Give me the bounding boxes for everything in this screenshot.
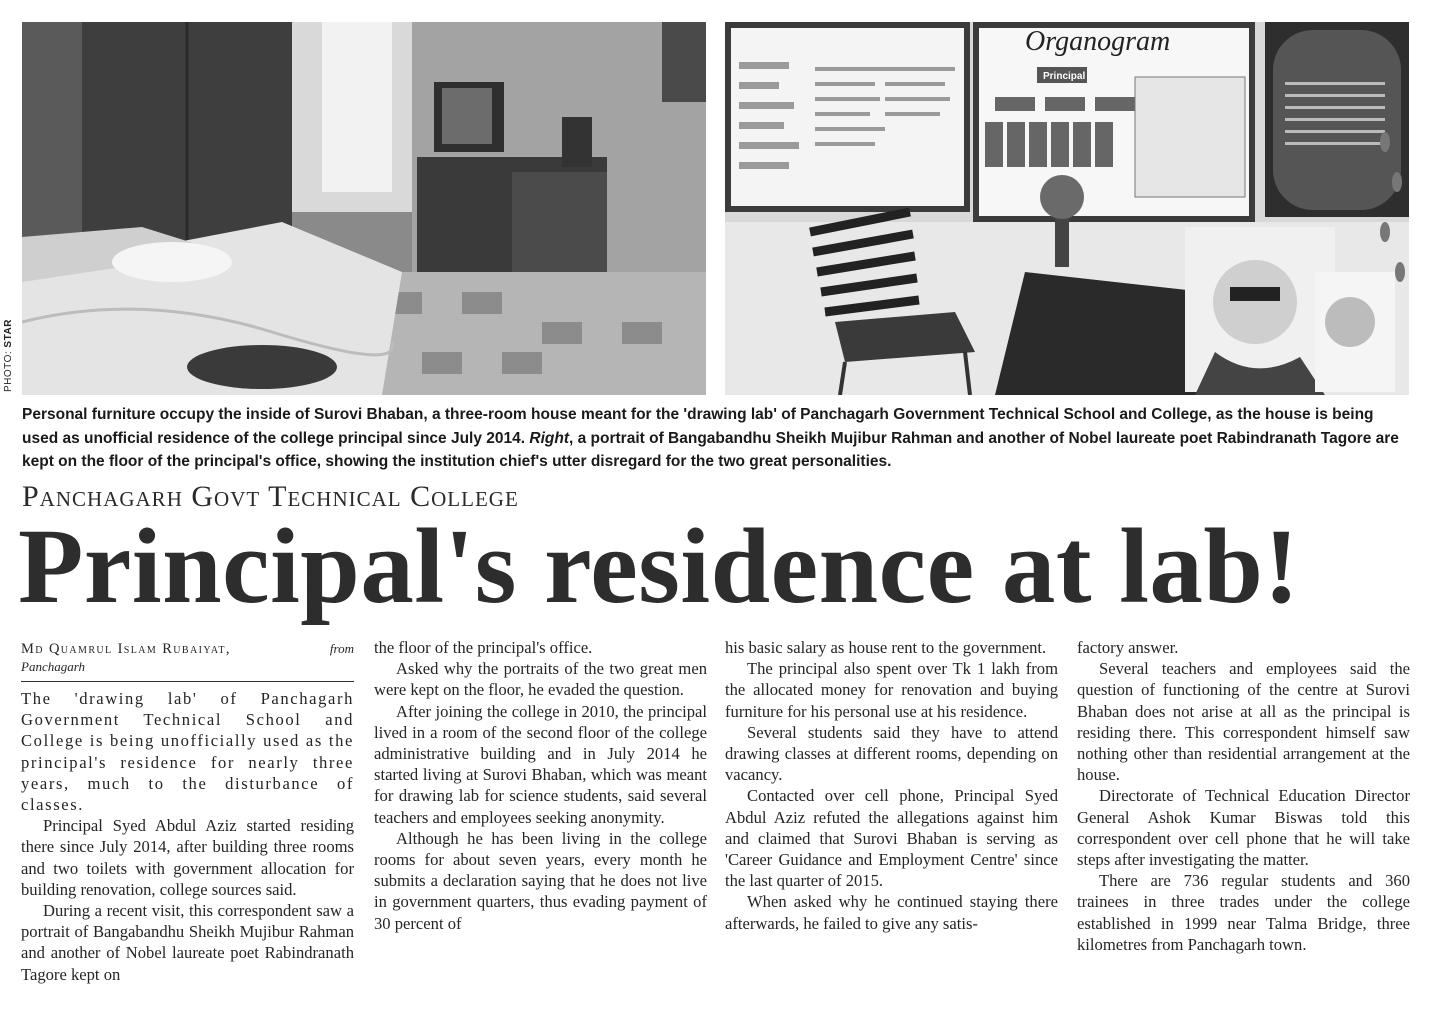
caption-part1: Personal furniture occupy the inside of Surovi Bhaban, a three-room house meant for the 'drawing lab' of Panchagarh Government Technical School and College, as the house is being used as unofficial residence of the college principal since July 2014. — [22, 406, 1374, 447]
kicker: Panchagarh Govt Technical College — [22, 480, 519, 513]
caption-part2: , a portrait of Bangabandhu Sheikh Mujibur Rahman and another of Nobel laureate poet Rabindranath Tagore are kept on the floor of the principal's office, showing the institution chief's utter disregard for the two great personalities. — [22, 429, 1399, 470]
caption-right-word: Right — [529, 429, 569, 447]
paragraph: The 'drawing lab' of Panchagarh Government Technical School and College is being unofficially used as the principal's residence for nearly three years, much to the disturbance of classes. — [21, 689, 354, 815]
paragraph: The principal also spent over Tk 1 lakh from the allocated money for renovation and buying furniture for his personal use at his residence. — [725, 659, 1058, 721]
paragraph: the floor of the principal's office. — [374, 638, 593, 657]
byline-from: from — [329, 641, 354, 656]
paragraph: After joining the college in 2010, the principal lived in a room of the second floor of the college administrative building and in July 2014 he started living at Surovi Bhaban, which was meant for drawing lab for science students, said several teachers and employees seeking anonymity. — [374, 701, 707, 827]
byline-author: Md Quamrul Islam Rubaiyat, — [21, 641, 231, 657]
paragraph: Asked why the portraits of the two great men were kept on the floor, he evaded the question. — [374, 659, 707, 700]
photo-credit-prefix: PHOTO: — [3, 347, 14, 392]
organogram-top-box: Principal — [1043, 71, 1086, 82]
photo-credit-name: STAR — [3, 319, 14, 348]
article-column-2 — [374, 637, 707, 934]
paragraph: Several students said they have to attend drawing classes at different rooms, depending on vacancy. — [725, 722, 1058, 785]
paragraph: Several teachers and employees said the question of functioning of the centre at Surovi Bhaban does not arise at all as the principal is residing there. This correspondent himself saw nothing other than residential arrangement at the house. — [1077, 659, 1410, 785]
headline: Principal's residence at lab! — [18, 508, 1300, 626]
paragraph: Principal Syed Abdul Aziz started residing there since July 2014, after building three rooms and two toilets with government allocation for building renovation, college sources said. — [21, 816, 354, 899]
photo-credit — [3, 319, 14, 392]
byline — [21, 640, 354, 676]
article-column-1 — [21, 640, 354, 985]
photo-office-image — [725, 22, 1409, 395]
paragraph: factory answer. — [1077, 638, 1179, 657]
paragraph: When asked why he continued staying there afterwards, he failed to give any satis- — [725, 892, 1058, 933]
paragraph: During a recent visit, this correspondent saw a portrait of Bangabandhu Sheikh Mujibur Rahman and another of Nobel laureate poet Rabindranath Tagore kept on — [21, 901, 354, 984]
paragraph: Directorate of Technical Education Director General Ashok Kumar Biswas told this correspondent over cell phone that he will take steps after investigating the matter. — [1077, 786, 1410, 870]
paragraph: Although he has been living in the college rooms for about seven years, every month he submits a declaration saying that he does not live in government quarters, thus evading payment of 30 percent of — [374, 828, 707, 933]
paragraph: There are 736 regular students and 360 trainees in three trades under the college established in 1999 near Talma Bridge, three kilometres from Panchagarh town. — [1077, 871, 1410, 954]
organogram-board-title: Organogram — [1025, 26, 1171, 57]
paragraph: Contacted over cell phone, Principal Syed Abdul Aziz refuted the allegations against him and claimed that Surovi Bhaban is serving as 'Career Guidance and Employment Centre' since the last quarter of 2015. — [725, 786, 1058, 891]
byline-place: Panchagarh — [21, 659, 86, 674]
photo-bedroom-image — [22, 22, 706, 395]
photo-principal-office — [725, 22, 1409, 395]
article-column-4 — [1077, 637, 1410, 955]
article-column-3 — [725, 637, 1058, 934]
byline-rule — [21, 681, 354, 682]
photo-caption — [22, 403, 1412, 474]
paragraph: his basic salary as house rent to the government. — [725, 638, 1047, 657]
photo-bedroom — [22, 22, 706, 395]
